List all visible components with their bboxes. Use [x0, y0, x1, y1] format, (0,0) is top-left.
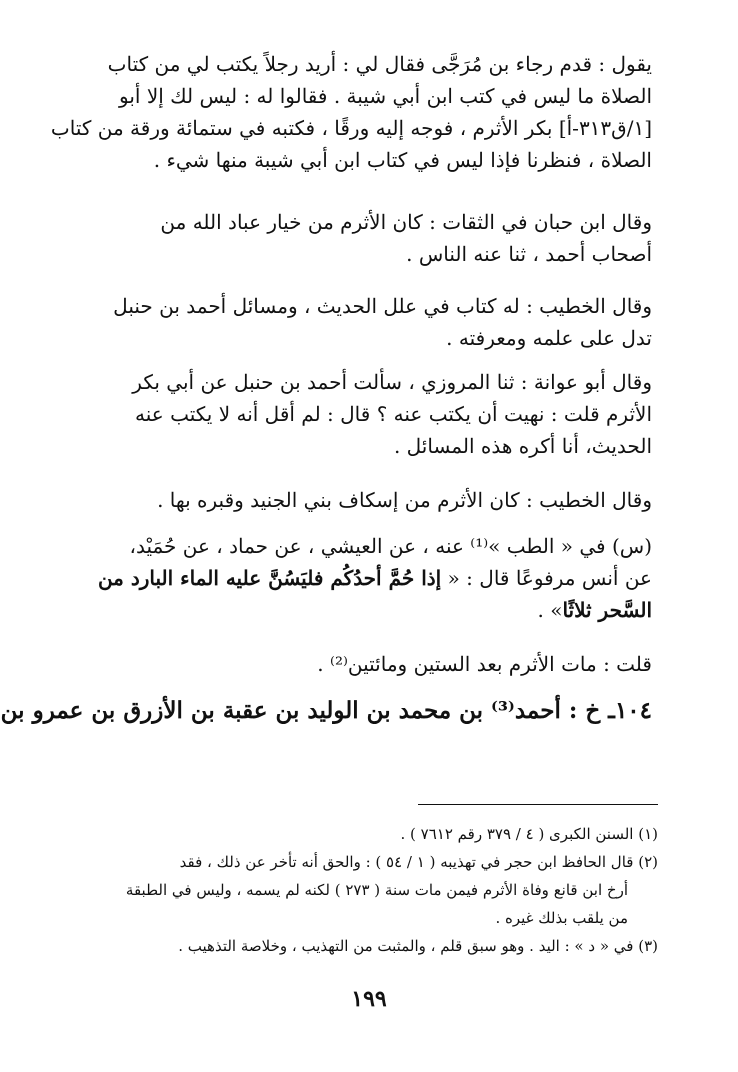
paragraph-hadith [92, 530, 652, 626]
hadith-intro: عن أنس مرفوعًا قال : « [441, 566, 652, 590]
paragraph-note [92, 648, 652, 680]
footnote-1: (١) السنن الكبرى ( ٤ / ٣٧٩ رقم ٧٦١٢ ) . [400, 825, 658, 843]
hadith-text: السَّحر ثلاثًا [562, 598, 652, 622]
text-line: الصلاة ما ليس في كتب ابن أبي شيبة . فقالوا له : ليس لك إلا أبو [119, 84, 652, 108]
text-line: الأثرم قلت : نهيت أن يكتب عنه ؟ قال : لم أقل أنه لا يكتب عنه [135, 402, 652, 426]
text-line: وقال الخطيب : كان الأثرم من إسكاف بني الجنيد وقبره بها . [157, 488, 652, 512]
footnote-3: (٣) في « د » : اليد . وهو سبق قلم ، والمثبت من التهذيب ، وخلاصة التذهيب . [178, 937, 658, 955]
text-line: تدل على علمه ومعرفته . [446, 326, 652, 350]
footnote-divider [418, 804, 658, 805]
paragraph-al-khatib-2 [92, 484, 652, 516]
hadith-close: » . [537, 598, 563, 622]
text-line: (س) في « الطب »⁽¹⁾ عنه ، عن العيشي ، عن حماد ، عن حُمَيْد، [129, 534, 652, 558]
footnote-2-continued: من يلقب بذلك غيره . [495, 909, 628, 927]
entry-heading: ١٠٤ـ خ : أحمد⁽³⁾ بن محمد بن الوليد بن عقبة بن الأزرق بن عمرو بن [0, 697, 652, 724]
paragraph-abu-awana [92, 366, 652, 462]
text-line: أصحاب أحمد ، ثنا عنه الناس . [406, 242, 652, 266]
footnote-2-continued: أرخ ابن قانع وفاة الأثرم فيمن مات سنة ( ٢٧٣ ) لكنه لم يسمه ، وليس في الطبقة [125, 881, 628, 899]
text-line: قلت : مات الأثرم بعد الستين ومائتين⁽²⁾ . [317, 652, 652, 676]
paragraph-ibn-hibban [92, 206, 652, 270]
text-line: الصلاة ، فنظرنا فإذا ليس في كتاب ابن أبي شيبة منها شيء . [153, 148, 652, 172]
paragraph-raja-bin-murajja [50, 48, 652, 176]
text-line: وقال الخطيب : له كتاب في علل الحديث ، ومسائل أحمد بن حنبل [113, 294, 652, 318]
text-line: [١/ق٣١٣-أ] بكر الأثرم ، فوجه إليه ورقًا ، فكتبه في ستمائة ورقة من كتاب [50, 116, 652, 140]
text-line: الحديث، أنا أكره هذه المسائل . [393, 434, 652, 458]
text-line: وقال أبو عوانة : ثنا المروزي ، سألت أحمد بن حنبل عن أبي بكر [132, 370, 652, 394]
footnotes [92, 820, 658, 960]
text-line: يقول : قدم رجاء بن مُرَجَّى فقال لي : أريد رجلاً يكتب لي من كتاب [107, 52, 652, 76]
paragraph-al-khatib-1 [92, 290, 652, 354]
page-number: ١٩٩ [351, 986, 387, 1012]
text-line [92, 562, 652, 594]
footnote-2: (٢) قال الحافظ ابن حجر في تهذيبه ( ١ / ٥٤ ) : والحق أنه تأخر عن ذلك ، فقد [179, 853, 658, 871]
text-line [92, 594, 652, 626]
hadith-text: إذا حُمَّ أحدُكُم فليَسُنَّ عليه الماء البارد من [97, 566, 442, 590]
text-line: وقال ابن حبان في الثقات : كان الأثرم من خيار عباد الله من [160, 210, 652, 234]
